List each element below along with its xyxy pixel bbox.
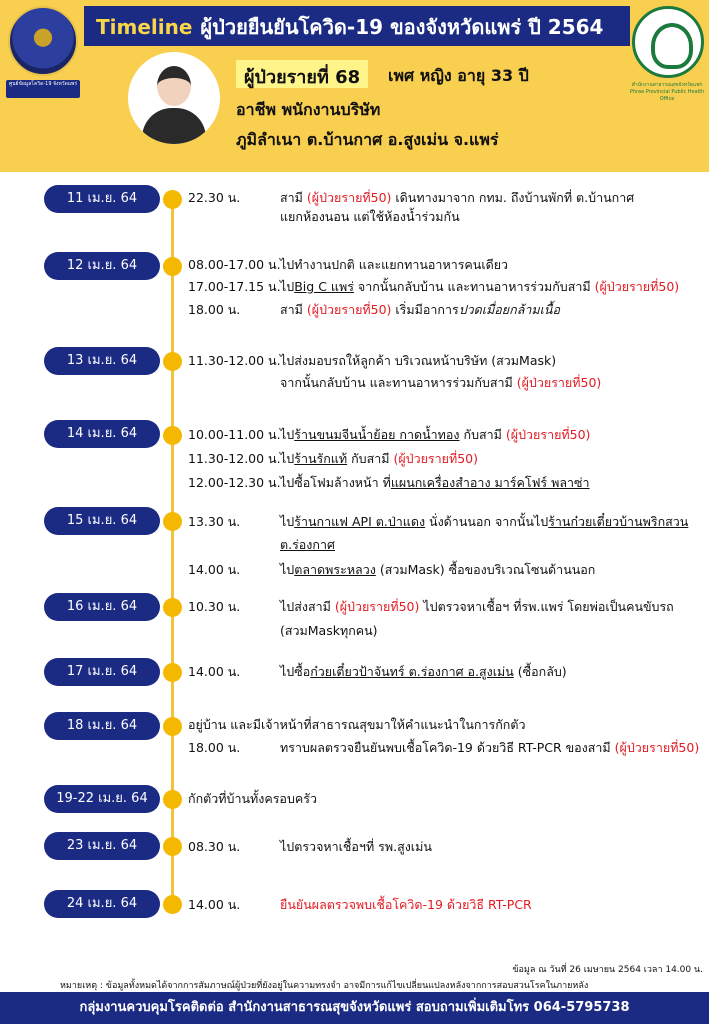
patient-number: ผู้ป่วยรายที่ 68 <box>236 60 368 88</box>
entry-text: กักตัวที่บ้านทั้งครอบครัว <box>188 791 317 806</box>
date-pill: 18 เม.ย. 64 <box>44 712 160 740</box>
timeline-dot <box>163 837 182 856</box>
timeline-dot <box>163 717 182 736</box>
entry-text: ไปซื้อก๋วยเตี๋ยวป้าจันทร์ ต.ร่องกาศ อ.สูงเม่น (ซื้อกลับ) <box>280 664 567 679</box>
entry-text: ไปตลาดพระหลวง (สวมMask) ซื้อของบริเวณโซนด้านนอก <box>280 562 596 577</box>
timeline-dot <box>163 512 182 531</box>
timeline-dot <box>163 663 182 682</box>
date-pill: 14 เม.ย. 64 <box>44 420 160 448</box>
entry-time: 12.00-12.30 น. <box>188 475 281 490</box>
footer-contact: กลุ่มงานควบคุมโรคติดต่อ สำนักงานสาธารณสุขจังหวัดแพร่ สอบถามเพิ่มเติมโทร 064-5795738 <box>0 992 709 1024</box>
entry-time: 18.00 น. <box>188 740 241 755</box>
timeline-dot <box>163 426 182 445</box>
title-prefix: Timeline <box>96 15 193 39</box>
ministry-caption: สำนักงานสาธารณสุขจังหวัดแพร่ Phrae Provincial Public Health Office <box>629 82 705 102</box>
covid-center-badge-text: ศูนย์ข้อมูลโควิด-19 จังหวัดแพร่ <box>8 81 78 87</box>
title-main: ผู้ป่วยยืนยันโควิด-19 ของจังหวัดแพร่ ปี 2564 <box>200 15 604 39</box>
entry-time: 11.30-12.00 น. <box>188 353 281 368</box>
entry-text: อยู่บ้าน และมีเจ้าหน้าที่สาธารณสุขมาให้คำแนะนำในการกักตัว <box>188 717 526 732</box>
disclaimer-note: หมายเหตุ : ข้อมูลทั้งหมดได้จากการสัมภาษณ์ผู้ป่วยที่ยังอยู่ในความทรงจำ อาจมีการแก้ไขเปลี่ยนแปลงหลังจากการสอบสวนโรคในภายหลัง <box>60 981 589 991</box>
header <box>0 0 709 172</box>
date-pill: 11 เม.ย. 64 <box>44 185 160 213</box>
entry-time: 10.00-11.00 น. <box>188 427 281 442</box>
entry-text: ไปร้านกาแฟ API ต.ป่าแดง นั่งด้านนอก จากนั้นไปร้านก๋วยเตี๋ยวบ้านพริกสวน <box>280 514 689 529</box>
entry-text: (สวมMaskทุกคน) <box>280 623 378 638</box>
covid-center-badge <box>6 80 80 98</box>
entry-time: 13.30 น. <box>188 514 241 529</box>
date-pill: 15 เม.ย. 64 <box>44 507 160 535</box>
entry-text: จากนั้นกลับบ้าน และทานอาหารร่วมกับสามี (ผู้ป่วยรายที่50) <box>280 375 602 390</box>
title-banner <box>84 6 630 46</box>
entry-text: ไปส่งสามี (ผู้ป่วยรายที่50) ไปตรวจหาเชื้อฯ ที่รพ.แพร่ โดยพ่อเป็นคนขับรถ <box>280 599 674 614</box>
entry-text: สามี (ผู้ป่วยรายที่50) เดินทางมาจาก กทม. ถึงบ้านพักที่ ต.บ้านกาศ <box>280 190 635 205</box>
entry-text: ไปตรวจหาเชื้อฯที่ รพ.สูงเม่น <box>280 839 432 854</box>
entry-text: ไปซื้อโฟมล้างหน้า ที่แผนกเครื่องสำอาง มาร์คโฟร์ พลาซ่า <box>280 475 590 490</box>
entry-time: 14.00 น. <box>188 664 241 679</box>
date-pill: 17 เม.ย. 64 <box>44 658 160 686</box>
date-pill: 12 เม.ย. 64 <box>44 252 160 280</box>
entry-text: ไปทำงานปกติ และแยกทานอาหารคนเดียว <box>280 257 509 272</box>
entry-time: 11.30-12.00 น. <box>188 451 281 466</box>
entry-time: 22.30 น. <box>188 190 241 205</box>
entry-text: สามี (ผู้ป่วยรายที่50) เริ่มมีอาการปวดเมื่อยกล้ามเนื้อ <box>280 302 560 317</box>
patient-demographics: เพศ หญิง อายุ 33 ปี <box>388 66 529 85</box>
timeline-dot <box>163 257 182 276</box>
timeline-dot <box>163 190 182 209</box>
ministry-public-health-logo <box>632 6 704 78</box>
entry-time: 14.00 น. <box>188 562 241 577</box>
patient-occupation: อาชีพ พนักงานบริษัท <box>236 100 381 119</box>
data-as-of-note: ข้อมูล ณ วันที่ 26 เมษายน 2564 เวลา 14.00 น. <box>512 965 703 975</box>
entry-text: ทราบผลตรวจยืนยันพบเชื้อโควิด-19 ด้วยวิธี RT-PCR ของสามี (ผู้ป่วยรายที่50) <box>280 740 700 755</box>
patient-avatar <box>128 52 220 144</box>
entry-time: 08.30 น. <box>188 839 241 854</box>
patient-hometown: ภูมิลำเนา ต.บ้านกาศ อ.สูงเม่น จ.แพร่ <box>236 130 499 149</box>
provincial-seal-logo <box>8 6 78 76</box>
date-pill: 23 เม.ย. 64 <box>44 832 160 860</box>
entry-time: 08.00-17.00 น. <box>188 257 281 272</box>
date-pill: 19-22 เม.ย. 64 <box>44 785 160 813</box>
date-pill: 24 เม.ย. 64 <box>44 890 160 918</box>
timeline-dot <box>163 598 182 617</box>
entry-text: ไปBig C แพร่ จากนั้นกลับบ้าน และทานอาหารร่วมกับสามี (ผู้ป่วยรายที่50) <box>280 279 680 294</box>
entry-time: 14.00 น. <box>188 897 241 912</box>
entry-text: ยืนยันผลตรวจพบเชื้อโควิด-19 ด้วยวิธี RT-PCR <box>280 897 532 912</box>
timeline-dot <box>163 790 182 809</box>
date-pill: 13 เม.ย. 64 <box>44 347 160 375</box>
entry-text: ต.ร่องกาศ <box>280 537 335 552</box>
entry-text: ไปส่งมอบรถให้ลูกค้า บริเวณหน้าบริษัท (สวมMask) <box>280 353 557 368</box>
entry-text: ไปร้านขนมจีนน้ำย้อย กาดน้ำทอง กับสามี (ผู้ป่วยรายที่50) <box>280 427 591 442</box>
entry-time: 17.00-17.15 น. <box>188 279 281 294</box>
entry-time: 10.30 น. <box>188 599 241 614</box>
timeline-dot <box>163 895 182 914</box>
entry-text: ไปร้านรักแท้ กับสามี (ผู้ป่วยรายที่50) <box>280 451 478 466</box>
date-pill: 16 เม.ย. 64 <box>44 593 160 621</box>
page-title <box>96 11 603 43</box>
entry-time: 18.00 น. <box>188 302 241 317</box>
entry-text: แยกห้องนอน แต่ใช้ห้องน้ำร่วมกัน <box>280 209 460 224</box>
timeline-dot <box>163 352 182 371</box>
